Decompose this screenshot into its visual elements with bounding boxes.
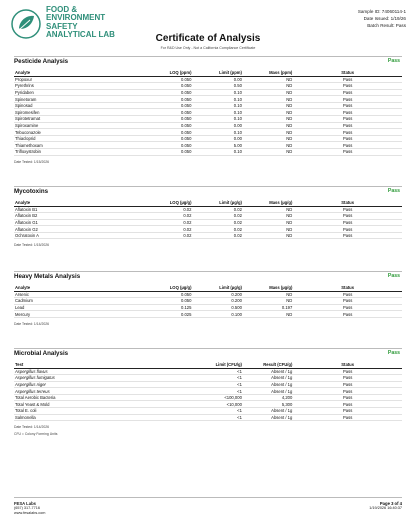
table-cell: 0.10 xyxy=(192,102,242,109)
table-cell: ND xyxy=(243,232,293,239)
table-cell: 0.025 xyxy=(142,311,192,318)
table-row xyxy=(14,226,402,233)
table-cell: 0.050 xyxy=(142,109,192,116)
table-row xyxy=(14,149,402,156)
table-cell: Absent / 1g xyxy=(243,414,293,421)
table-cell: Aflatoxin G1 xyxy=(14,219,142,226)
table-cell: Tebuconazole xyxy=(14,129,142,136)
report-header xyxy=(0,0,416,58)
lab-contact xyxy=(14,501,402,516)
table-cell: Pass xyxy=(293,291,402,298)
print-timestamp: 1/19/2026 16:40:37 xyxy=(369,506,402,510)
table-cell: Spiroxamine xyxy=(14,122,142,129)
lab-phone: (657) 317-7716 xyxy=(14,506,40,510)
table-cell: Pass xyxy=(293,116,402,123)
table-cell: Spiromesifen xyxy=(14,109,142,116)
table-cell: Pass xyxy=(293,368,402,375)
table-cell: 0.02 xyxy=(192,206,242,213)
table-row xyxy=(14,142,402,149)
table-cell: Aspergillus flavus xyxy=(14,368,142,375)
table-cell: 0.02 xyxy=(192,219,242,226)
column-header: Mass (µg/g) xyxy=(243,284,293,291)
table-cell: <1 xyxy=(142,414,243,421)
logo-line: FOOD & xyxy=(46,5,78,14)
table-cell: 0.10 xyxy=(192,89,242,96)
table-row xyxy=(14,232,402,239)
date-tested: Date Tested: 1/14/2026 xyxy=(14,425,49,430)
table-header-row xyxy=(14,361,402,368)
table-cell: <1 xyxy=(142,368,243,375)
table-cell: 0.10 xyxy=(192,96,242,103)
table-cell: Pass xyxy=(293,375,402,382)
table-cell: 0.100 xyxy=(192,311,242,318)
table-cell: Pass xyxy=(293,304,402,311)
table-row xyxy=(14,368,402,375)
table-cell: Absent / 1g xyxy=(243,381,293,388)
table-cell: ND xyxy=(243,76,293,83)
table-cell: 0.02 xyxy=(192,226,242,233)
sample-id: Sample ID: 74060114-1 xyxy=(357,9,406,14)
table-cell: Pass xyxy=(293,232,402,239)
table-cell: Pass xyxy=(293,96,402,103)
microbial-table xyxy=(14,361,402,421)
table-cell: <1 xyxy=(142,408,243,415)
table-row xyxy=(14,381,402,388)
table-cell: 0.200 xyxy=(192,298,242,305)
table-row xyxy=(14,96,402,103)
table-cell: 0.050 xyxy=(142,89,192,96)
table-cell: 0.10 xyxy=(192,129,242,136)
table-cell: <1 xyxy=(142,388,243,395)
table-row xyxy=(14,213,402,220)
table-cell: 0.00 xyxy=(192,76,242,83)
heavy-metals-section xyxy=(14,268,402,326)
column-header: Analyte xyxy=(14,199,142,206)
table-cell: Aflatoxin B2 xyxy=(14,213,142,220)
table-cell: 0.050 xyxy=(142,135,192,142)
table-cell: Pass xyxy=(293,142,402,149)
table-row xyxy=(14,129,402,136)
date-tested: Date Tested: 1/15/2026 xyxy=(14,159,49,164)
column-header: Limit (ppm) xyxy=(192,69,242,76)
column-header: LOQ (µg/g) xyxy=(142,199,192,206)
table-row xyxy=(14,206,402,213)
page-subtitle: For R&D Use Only - Not a California Compliance Certificate xyxy=(160,46,256,50)
table-cell: 0.00 xyxy=(192,122,242,129)
column-header: Status xyxy=(293,199,402,206)
table-cell: 0.50 xyxy=(192,83,242,90)
column-header: Limit (CFU/g) xyxy=(142,361,243,368)
table-row xyxy=(14,76,402,83)
table-cell: Pass xyxy=(293,394,402,401)
table-cell: ND xyxy=(243,291,293,298)
table-cell: 0.050 xyxy=(142,116,192,123)
table-row xyxy=(14,375,402,382)
table-cell: Pyridaben xyxy=(14,89,142,96)
table-cell: 0.500 xyxy=(192,304,242,311)
table-row xyxy=(14,135,402,142)
table-cell: Mercury xyxy=(14,311,142,318)
table-cell: Trifloxystrobin xyxy=(14,149,142,156)
column-header: Status xyxy=(293,69,402,76)
column-header: Analyte xyxy=(14,69,142,76)
table-cell: ND xyxy=(243,226,293,233)
table-cell: <1 xyxy=(142,381,243,388)
table-cell: Total Aerobic Bacteria xyxy=(14,394,142,401)
table-cell: Pyrethrins xyxy=(14,83,142,90)
table-cell: Spinetoram xyxy=(14,96,142,103)
logo-line: ANALYTICAL LAB xyxy=(46,30,115,40)
section-title: Microbial Analysis xyxy=(14,350,69,357)
table-cell: 0.10 xyxy=(192,109,242,116)
table-cell: Thiacloprid xyxy=(14,135,142,142)
microbial-section xyxy=(14,345,402,436)
table-cell: Salmonella xyxy=(14,414,142,421)
table-row xyxy=(14,298,402,305)
table-cell: 0.02 xyxy=(192,213,242,220)
page-footer xyxy=(14,497,402,516)
sample-meta xyxy=(358,8,406,29)
table-cell: 0.050 xyxy=(142,122,192,129)
table-cell: Pass xyxy=(293,129,402,136)
table-cell: Pass xyxy=(293,109,402,116)
page-number: Page 3 of 4 xyxy=(379,501,402,506)
status-badge: Pass xyxy=(387,58,400,64)
table-cell: ND xyxy=(243,116,293,123)
table-cell: Pass xyxy=(293,414,402,421)
table-cell: Pass xyxy=(293,213,402,220)
table-cell: Absent / 1g xyxy=(243,408,293,415)
table-cell: Spirotetramat xyxy=(14,116,142,123)
table-cell: Aflatoxin B1 xyxy=(14,206,142,213)
table-cell: 5,300 xyxy=(243,401,293,408)
table-row xyxy=(14,401,402,408)
table-row xyxy=(14,394,402,401)
table-cell: Aspergillus terreus xyxy=(14,388,142,395)
table-row xyxy=(14,109,402,116)
units-note: CFU = Colony Forming Units xyxy=(14,432,58,437)
table-cell: Arsenic xyxy=(14,291,142,298)
page-title: Certificate of Analysis xyxy=(155,33,261,44)
table-row xyxy=(14,102,402,109)
table-row xyxy=(14,219,402,226)
table-cell: ND xyxy=(243,149,293,156)
table-cell: 0.125 xyxy=(142,304,192,311)
batch-result: Batch Result: Pass xyxy=(367,23,406,28)
table-cell: Thiamethoxam xyxy=(14,142,142,149)
table-cell: 0.10 xyxy=(192,149,242,156)
table-cell: Pass xyxy=(293,76,402,83)
table-cell: Pass xyxy=(293,89,402,96)
table-cell: Aflatoxin G2 xyxy=(14,226,142,233)
table-cell: Aspergillus niger xyxy=(14,381,142,388)
table-cell: Total E. coli xyxy=(14,408,142,415)
table-cell: Pass xyxy=(293,83,402,90)
table-row xyxy=(14,414,402,421)
logo-line: ENVIRONMENT xyxy=(46,13,106,23)
table-cell: Pass xyxy=(293,311,402,318)
table-cell: 4,200 xyxy=(243,394,293,401)
table-cell: ND xyxy=(243,219,293,226)
table-cell: Pass xyxy=(293,219,402,226)
table-cell: 0.02 xyxy=(142,232,192,239)
mycotoxins-section xyxy=(14,183,402,247)
table-cell: 0.02 xyxy=(142,219,192,226)
table-cell: 0.10 xyxy=(192,116,242,123)
table-cell: Pass xyxy=(293,388,402,395)
table-cell: 0.050 xyxy=(142,76,192,83)
table-header-row xyxy=(14,199,402,206)
table-cell: <10,000 xyxy=(142,401,243,408)
table-cell: Pass xyxy=(293,381,402,388)
status-badge: Pass xyxy=(387,188,400,194)
table-cell: ND xyxy=(243,298,293,305)
column-header: Test xyxy=(14,361,142,368)
table-cell: 0.02 xyxy=(142,206,192,213)
logo-line: SAFETY xyxy=(46,21,78,31)
table-cell: ND xyxy=(243,135,293,142)
table-cell: Cadmium xyxy=(14,298,142,305)
lab-website[interactable]: www.fesalabs.com xyxy=(14,511,46,515)
table-cell: <1 xyxy=(142,375,243,382)
column-header: Analyte xyxy=(14,284,142,291)
date-tested: Date Tested: 1/14/2026 xyxy=(14,321,49,326)
table-cell: 0.050 xyxy=(142,291,192,298)
table-cell: 0.050 xyxy=(142,298,192,305)
table-cell: Lead xyxy=(14,304,142,311)
table-row xyxy=(14,116,402,123)
table-row xyxy=(14,83,402,90)
table-cell: ND xyxy=(243,206,293,213)
table-cell: Pass xyxy=(293,149,402,156)
table-cell: ND xyxy=(243,311,293,318)
mycotoxins-table xyxy=(14,199,402,239)
table-header-row xyxy=(14,284,402,291)
table-cell: ND xyxy=(243,129,293,136)
table-cell: ND xyxy=(243,83,293,90)
table-cell: ND xyxy=(243,122,293,129)
page-info xyxy=(369,501,402,511)
table-cell: Absent / 1g xyxy=(243,368,293,375)
table-row xyxy=(14,304,402,311)
table-cell: ND xyxy=(243,89,293,96)
table-row xyxy=(14,122,402,129)
table-cell: 0.02 xyxy=(142,213,192,220)
table-cell: ND xyxy=(243,96,293,103)
table-row xyxy=(14,388,402,395)
table-cell: Pass xyxy=(293,135,402,142)
table-cell: Pass xyxy=(293,298,402,305)
column-header: Mass (ppm) xyxy=(243,69,293,76)
table-cell: Pass xyxy=(293,122,402,129)
column-header: Mass (µg/g) xyxy=(243,199,293,206)
status-badge: Pass xyxy=(387,350,400,356)
table-cell: 0.050 xyxy=(142,129,192,136)
table-cell: Pass xyxy=(293,408,402,415)
table-cell: Absent / 1g xyxy=(243,375,293,382)
table-cell: Propoxur xyxy=(14,76,142,83)
table-cell: 5.00 xyxy=(192,142,242,149)
table-cell: ND xyxy=(243,142,293,149)
table-cell: Spinosad xyxy=(14,102,142,109)
table-cell: ND xyxy=(243,109,293,116)
column-header: Limit (µg/g) xyxy=(192,284,242,291)
table-cell: Ochratoxin A xyxy=(14,232,142,239)
table-row xyxy=(14,408,402,415)
column-header: LOQ (ppm) xyxy=(142,69,192,76)
table-cell: 0.050 xyxy=(142,102,192,109)
heavy-metals-table xyxy=(14,284,402,318)
table-cell: ND xyxy=(243,213,293,220)
column-header: LOQ (µg/g) xyxy=(142,284,192,291)
table-cell: 0.050 xyxy=(142,96,192,103)
table-cell: <100,000 xyxy=(142,394,243,401)
table-cell: 0.200 xyxy=(192,291,242,298)
table-cell: Pass xyxy=(293,206,402,213)
table-cell: Aspergillus fumigatus xyxy=(14,375,142,382)
table-cell: 0.00 xyxy=(192,135,242,142)
date-tested: Date Tested: 1/15/2026 xyxy=(14,243,49,248)
table-cell: 0.050 xyxy=(142,142,192,149)
table-cell: Absent / 1g xyxy=(243,388,293,395)
status-badge: Pass xyxy=(387,273,400,279)
table-cell: Total Yeast & Mold xyxy=(14,401,142,408)
table-cell: 0.02 xyxy=(142,226,192,233)
pesticide-section xyxy=(14,53,402,164)
column-header: Status xyxy=(293,284,402,291)
section-title: Pesticide Analysis xyxy=(14,58,69,65)
table-row xyxy=(14,311,402,318)
table-cell: ND xyxy=(243,102,293,109)
column-header: Result (CFU/g) xyxy=(243,361,293,368)
table-cell: 0.050 xyxy=(142,149,192,156)
table-header-row xyxy=(14,69,402,76)
table-cell: 0.197 xyxy=(243,304,293,311)
table-cell: 0.02 xyxy=(192,232,242,239)
table-cell: Pass xyxy=(293,226,402,233)
table-cell: Pass xyxy=(293,102,402,109)
section-title: Mycotoxins xyxy=(14,188,49,195)
section-title: Heavy Metals Analysis xyxy=(14,273,81,280)
table-row xyxy=(14,291,402,298)
column-header: Status xyxy=(293,361,402,368)
lab-name: FESA Labs xyxy=(14,501,36,506)
column-header: Limit (µg/g) xyxy=(192,199,242,206)
table-row xyxy=(14,89,402,96)
pesticide-table xyxy=(14,69,402,156)
table-cell: 0.050 xyxy=(142,83,192,90)
table-cell: Pass xyxy=(293,401,402,408)
date-issued: Date Issued: 1/19/26 xyxy=(363,16,406,21)
